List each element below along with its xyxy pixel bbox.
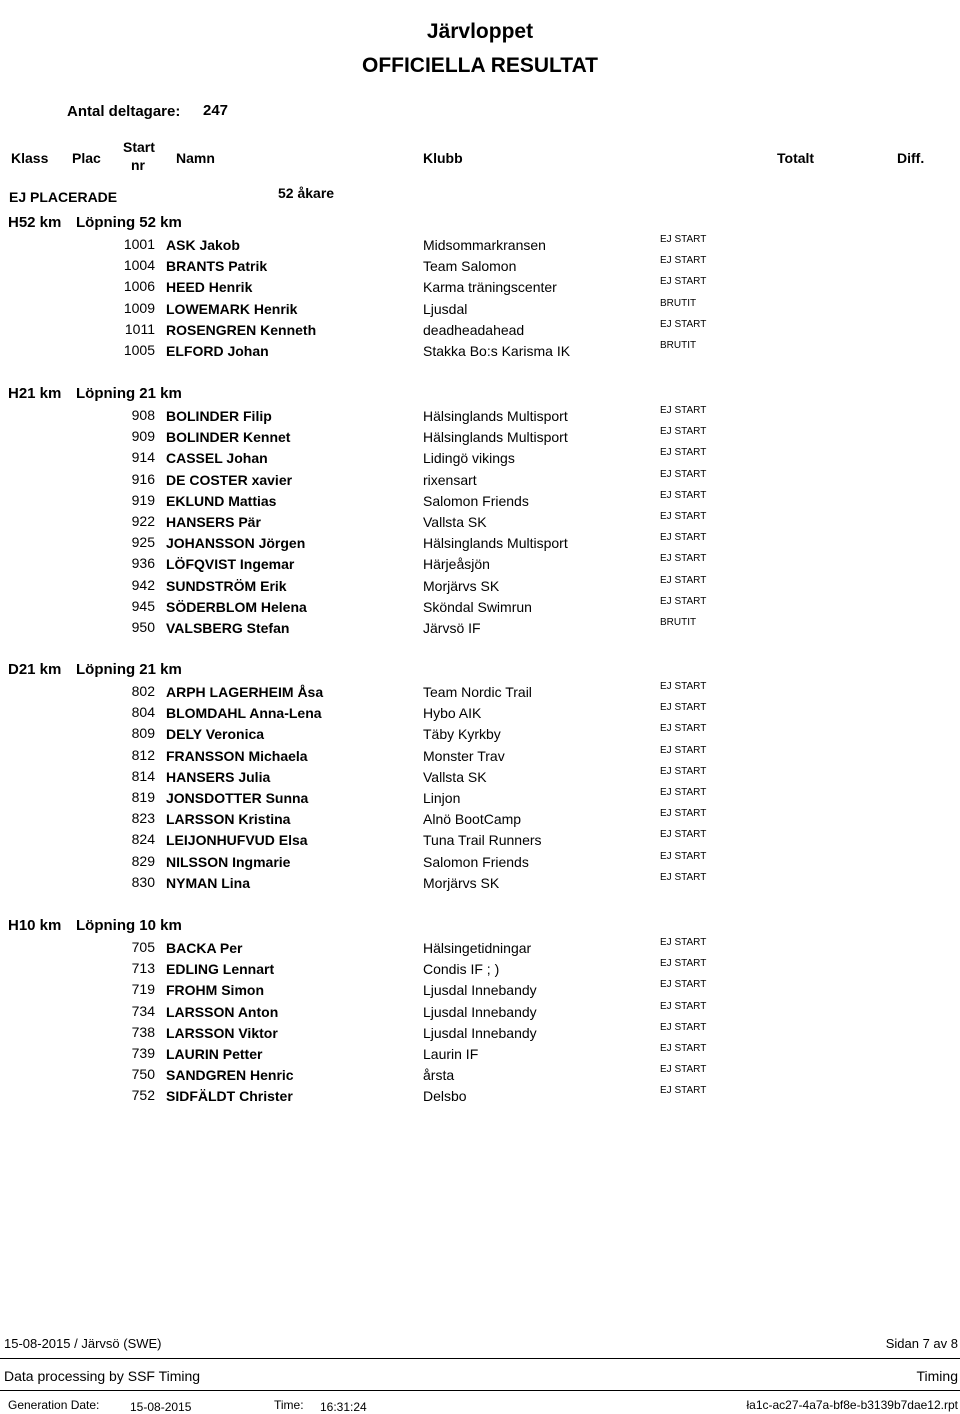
table-row: [0, 257, 960, 278]
club-name: Team Salomon: [423, 258, 517, 274]
runner-name: FROHM Simon: [166, 982, 264, 998]
status-badge: EJ START: [660, 702, 707, 713]
runner-name: LAURIN Petter: [166, 1046, 263, 1062]
club-name: Ljusdal Innebandy: [423, 982, 537, 998]
club-name: Vallsta SK: [423, 769, 487, 785]
col-klass: Klass: [11, 150, 49, 166]
club-name: Monster Trav: [423, 748, 505, 764]
runner-name: LARSSON Viktor: [166, 1025, 278, 1041]
start-number: 914: [131, 449, 155, 465]
table-row: [0, 683, 960, 704]
club-name: Team Nordic Trail: [423, 684, 532, 700]
table-row: [0, 577, 960, 598]
status-badge: EJ START: [660, 490, 707, 501]
start-number: 829: [131, 853, 155, 869]
runner-name: LOWEMARK Henrik: [166, 301, 298, 317]
status-badge: EJ START: [660, 872, 707, 883]
start-number: 916: [131, 471, 155, 487]
start-number: 814: [131, 768, 155, 784]
start-number: 812: [131, 747, 155, 763]
table-row: [0, 810, 960, 831]
footer-file-name: ła1c-ac27-4a7a-bf8e-b3139b7dae12.rpt: [746, 1398, 958, 1412]
section-code: H52 km: [8, 214, 62, 231]
status-badge: EJ START: [660, 1022, 707, 1033]
table-row: [0, 704, 960, 725]
table-row: [0, 278, 960, 299]
status-badge: EJ START: [660, 426, 707, 437]
page-subtitle: OFFICIELLA RESULTAT: [361, 54, 599, 77]
club-name: deadheadahead: [423, 322, 525, 338]
runner-name: FRANSSON Michaela: [166, 748, 308, 764]
start-number: 830: [131, 874, 155, 890]
col-namn: Namn: [176, 150, 215, 166]
table-row: [0, 236, 960, 257]
status-badge: BRUTIT: [660, 298, 697, 309]
club-name: Linjon: [423, 790, 461, 806]
runner-name: DELY Veronica: [166, 726, 265, 742]
club-name: Hälsinglands Multisport: [423, 535, 568, 551]
table-row: [0, 1003, 960, 1024]
start-number: 1011: [124, 321, 155, 337]
footer-divider-2: [0, 1390, 960, 1391]
runner-name: HANSERS Julia: [166, 769, 271, 785]
status-badge: EJ START: [660, 681, 707, 692]
table-row: [0, 747, 960, 768]
start-number: 750: [131, 1066, 155, 1082]
runner-name: BLOMDAHL Anna-Lena: [166, 705, 322, 721]
club-name: Hälsinglands Multisport: [423, 408, 568, 424]
status-badge: EJ START: [660, 808, 707, 819]
start-number: 925: [131, 534, 155, 550]
runner-name: NYMAN Lina: [166, 875, 250, 891]
status-badge: EJ START: [660, 979, 707, 990]
start-number: 908: [131, 407, 155, 423]
table-row: [0, 768, 960, 789]
section-code: H21 km: [8, 385, 62, 402]
table-row: [0, 321, 960, 342]
start-number: 719: [131, 981, 155, 997]
runner-name: EDLING Lennart: [166, 961, 275, 977]
club-name: Tuna Trail Runners: [423, 832, 542, 848]
start-number: 1005: [123, 342, 155, 358]
table-row: [0, 471, 960, 492]
footer-date-place: 15-08-2015 / Järvsö (SWE): [4, 1336, 162, 1351]
club-name: Karma träningscenter: [423, 279, 557, 295]
club-name: Lidingö vikings: [423, 450, 515, 466]
start-number: 705: [131, 939, 155, 955]
club-name: Stakka Bo:s Karisma IK: [423, 343, 571, 359]
table-row: [0, 407, 960, 428]
start-number: 823: [131, 810, 155, 826]
runner-name: ARPH LAGERHEIM Åsa: [166, 684, 324, 700]
table-row: [0, 300, 960, 321]
status-badge: EJ START: [660, 1043, 707, 1054]
status-badge: EJ START: [660, 234, 707, 245]
table-row: [0, 831, 960, 852]
status-badge: EJ START: [660, 829, 707, 840]
table-row: [0, 1087, 960, 1108]
runner-name: BOLINDER Filip: [166, 408, 272, 424]
runner-name: BOLINDER Kennet: [166, 429, 291, 445]
footer-divider: [0, 1358, 960, 1359]
participants-label: Antal deltagare:: [67, 103, 181, 120]
table-row: [0, 725, 960, 746]
table-row: [0, 960, 960, 981]
club-name: Ljusdal Innebandy: [423, 1004, 537, 1020]
club-name: Hybo AIK: [423, 705, 482, 721]
club-name: Sköndal Swimrun: [423, 599, 532, 615]
runner-name: LEIJONHUFVUD Elsa: [166, 832, 308, 848]
status-badge: EJ START: [660, 553, 707, 564]
club-name: Condis IF ; ): [423, 961, 500, 977]
start-number: 1004: [123, 257, 155, 273]
runner-name: JONSDOTTER Sunna: [166, 790, 309, 806]
runner-name: SIDFÄLDT Christer: [166, 1088, 293, 1104]
start-number: 804: [131, 704, 155, 720]
start-number: 950: [131, 619, 155, 635]
status-badge: EJ START: [660, 958, 707, 969]
club-name: Ljusdal Innebandy: [423, 1025, 537, 1041]
start-number: 809: [131, 725, 155, 741]
runner-name: HEED Henrik: [166, 279, 253, 295]
table-row: [0, 449, 960, 470]
section-title: Löpning 10 km: [76, 917, 182, 934]
start-number: 1006: [123, 278, 155, 294]
start-number: 919: [131, 492, 155, 508]
status-badge: EJ START: [660, 532, 707, 543]
section-code: H10 km: [8, 917, 62, 934]
club-name: Härjeåsjön: [423, 556, 490, 572]
status-badge: EJ START: [660, 851, 707, 862]
start-number: 734: [131, 1003, 155, 1019]
status-badge: EJ START: [660, 276, 707, 287]
runner-name: JOHANSSON Jörgen: [166, 535, 306, 551]
start-number: 922: [131, 513, 155, 529]
group-count: 52 åkare: [278, 185, 335, 201]
runner-name: ELFORD Johan: [166, 343, 269, 359]
status-badge: EJ START: [660, 469, 707, 480]
start-number: 713: [131, 960, 155, 976]
status-badge: BRUTIT: [660, 340, 697, 351]
section-title: Löpning 21 km: [76, 385, 182, 402]
club-name: Hälsinglands Multisport: [423, 429, 568, 445]
club-name: Salomon Friends: [423, 493, 529, 509]
table-row: [0, 342, 960, 363]
runner-name: ROSENGREN Kenneth: [166, 322, 317, 338]
col-start: Start: [123, 139, 155, 155]
footer-processing: Data processing by SSF Timing: [4, 1368, 201, 1384]
runner-name: LÖFQVIST Ingemar: [166, 556, 295, 572]
table-row: [0, 534, 960, 555]
club-name: Laurin IF: [423, 1046, 479, 1062]
table-row: [0, 1045, 960, 1066]
table-row: [0, 1066, 960, 1087]
footer-page-number: Sidan 7 av 8: [885, 1336, 958, 1351]
status-badge: EJ START: [660, 575, 707, 586]
start-number: 752: [131, 1087, 155, 1103]
table-row: [0, 492, 960, 513]
footer-gen-date: 15-08-2015: [130, 1400, 192, 1414]
club-name: Vallsta SK: [423, 514, 487, 530]
status-badge: EJ START: [660, 723, 707, 734]
table-row: [0, 853, 960, 874]
status-badge: EJ START: [660, 447, 707, 458]
club-name: Järvsö IF: [423, 620, 481, 636]
club-name: Midsommarkransen: [423, 237, 546, 253]
runner-name: HANSERS Pär: [166, 514, 261, 530]
col-plac: Plac: [72, 150, 101, 166]
runner-name: CASSEL Johan: [166, 450, 268, 466]
club-name: Täby Kyrkby: [423, 726, 501, 742]
start-number: 909: [131, 428, 155, 444]
start-number: 738: [131, 1024, 155, 1040]
club-name: Hälsingetidningar: [423, 940, 532, 956]
status-badge: EJ START: [660, 1085, 707, 1096]
runner-name: LARSSON Kristina: [166, 811, 291, 827]
participants-count: 247: [203, 102, 229, 119]
table-row: [0, 598, 960, 619]
status-badge: EJ START: [660, 937, 707, 948]
table-row: [0, 555, 960, 576]
start-number: 824: [131, 831, 155, 847]
table-row: [0, 619, 960, 640]
start-number: 942: [131, 577, 155, 593]
club-name: rixensart: [423, 472, 477, 488]
start-number: 945: [131, 598, 155, 614]
club-name: Ljusdal: [423, 301, 468, 317]
status-badge: BRUTIT: [660, 617, 697, 628]
footer-time-label: Time:: [274, 1398, 304, 1412]
section-title: Löpning 52 km: [76, 214, 182, 231]
section-code: D21 km: [8, 661, 62, 678]
runner-name: NILSSON Ingmarie: [166, 854, 291, 870]
start-number: 739: [131, 1045, 155, 1061]
col-klubb: Klubb: [423, 150, 463, 166]
runner-name: SÖDERBLOM Helena: [166, 599, 307, 615]
col-diff: Diff.: [897, 150, 925, 166]
runner-name: BACKA Per: [166, 940, 243, 956]
status-badge: EJ START: [660, 255, 707, 266]
start-number: 1009: [123, 300, 155, 316]
table-row: [0, 513, 960, 534]
status-badge: EJ START: [660, 596, 707, 607]
table-row: [0, 428, 960, 449]
status-badge: EJ START: [660, 787, 707, 798]
footer-timing: Timing: [916, 1368, 958, 1384]
status-badge: EJ START: [660, 1001, 707, 1012]
club-name: Salomon Friends: [423, 854, 529, 870]
status-badge: EJ START: [660, 766, 707, 777]
footer-time-value: 16:31:24: [320, 1400, 367, 1414]
club-name: Delsbo: [423, 1088, 467, 1104]
table-row: [0, 874, 960, 895]
table-row: [0, 789, 960, 810]
col-nr: nr: [131, 157, 145, 173]
page-title: Järvloppet: [426, 20, 534, 43]
runner-name: DE COSTER xavier: [166, 472, 293, 488]
group-label: EJ PLACERADE: [9, 189, 118, 205]
col-totalt: Totalt: [777, 150, 815, 166]
runner-name: SUNDSTRÖM Erik: [166, 578, 287, 594]
runner-name: SANDGREN Henric: [166, 1067, 294, 1083]
table-row: [0, 939, 960, 960]
status-badge: EJ START: [660, 511, 707, 522]
status-badge: EJ START: [660, 1064, 707, 1075]
club-name: Alnö BootCamp: [423, 811, 522, 827]
section-title: Löpning 21 km: [76, 661, 182, 678]
runner-name: BRANTS Patrik: [166, 258, 268, 274]
start-number: 936: [131, 555, 155, 571]
status-badge: EJ START: [660, 745, 707, 756]
table-row: [0, 1024, 960, 1045]
start-number: 1001: [123, 236, 155, 252]
runner-name: EKLUND Mattias: [166, 493, 277, 509]
runner-name: ASK Jakob: [166, 237, 240, 253]
status-badge: EJ START: [660, 319, 707, 330]
club-name: Morjärvs SK: [423, 578, 500, 594]
start-number: 819: [131, 789, 155, 805]
footer-gen-label: Generation Date:: [8, 1398, 100, 1412]
table-row: [0, 981, 960, 1002]
club-name: årsta: [423, 1067, 455, 1083]
start-number: 802: [131, 683, 155, 699]
runner-name: LARSSON Anton: [166, 1004, 279, 1020]
status-badge: EJ START: [660, 405, 707, 416]
runner-name: VALSBERG Stefan: [166, 620, 290, 636]
club-name: Morjärvs SK: [423, 875, 500, 891]
